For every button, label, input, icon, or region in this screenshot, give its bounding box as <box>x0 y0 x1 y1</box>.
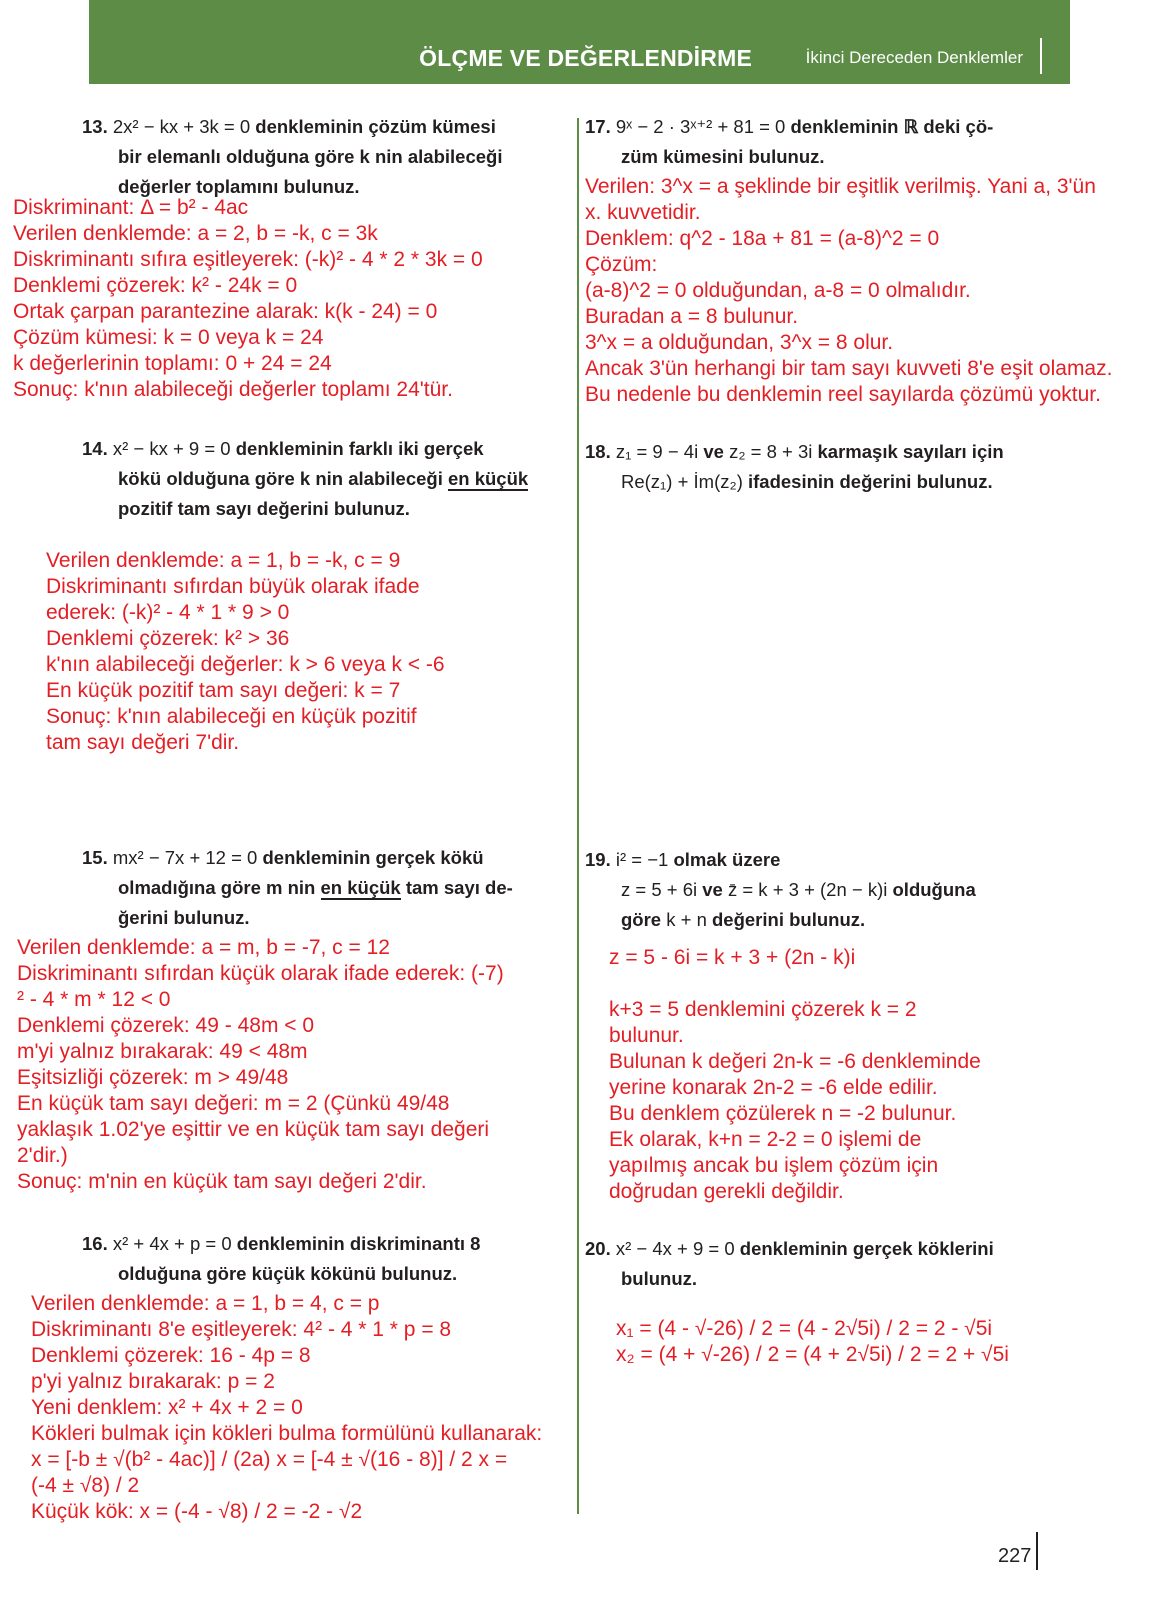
answer-line: k+3 = 5 denklemini çözerek k = 2 <box>609 998 917 1021</box>
question-number: 15. <box>82 847 108 868</box>
chapter-header <box>89 0 1070 84</box>
answer-line: Diskriminantı 8'e eşitleyerek: 4² - 4 * 1 * p = 8 <box>31 1318 452 1341</box>
answer-line: Verilen denklemde: a = 2, b = -k, c = 3k <box>13 222 378 245</box>
question-equation: z = 5 + 6i <box>621 879 698 900</box>
answer-line: Buradan a = 8 bulunur. <box>585 305 799 328</box>
answer-line: Çözüm: <box>585 253 658 276</box>
answer-line: En küçük tam sayı değeri: m = 2 (Çünkü 49/48 <box>17 1092 450 1115</box>
answer-line: Bulunan k değeri 2n-k = -6 denkleminde <box>609 1050 981 1073</box>
header-subtitle: İkinci Dereceden Denklemler <box>805 48 1023 67</box>
answer-line: ² - 4 * m * 12 < 0 <box>17 988 171 1011</box>
answer-line <box>609 971 981 997</box>
answer-line: yaklaşık 1.02'ye eşittir ve en küçük tam sayı değeri <box>17 1118 490 1141</box>
answer-line: tam sayı değeri 7'dir. <box>46 731 240 754</box>
question-text: pozitif tam sayı değerini bulunuz. <box>118 498 410 519</box>
question-text: denkleminin farklı iki gerçek <box>230 438 484 459</box>
question-text: denkleminin gerçek kökü <box>257 847 484 868</box>
question-text: olduğuna göre küçük kökünü bulunuz. <box>118 1263 458 1284</box>
answer-line: Ortak çarpan parantezine alarak: k(k - 24) = 0 <box>13 300 438 323</box>
question-number: 20. <box>585 1238 611 1259</box>
question-equation: 9ˣ − 2 · 3ˣ⁺² + 81 = 0 <box>615 116 786 137</box>
answer-line: x = [-b ± √(b² - 4ac)] / (2a) x = [-4 ± √(16 - 8)] / 2 x = <box>31 1448 508 1471</box>
answer-line: Kökleri bulmak için kökleri bulma formülünü kullanarak: <box>31 1422 543 1445</box>
answer-line: Verilen denklemde: a = 1, b = -k, c = 9 <box>46 549 401 572</box>
question-text: göre <box>621 909 667 930</box>
question-text: tam sayı de- <box>400 877 513 898</box>
answer-line: (a-8)^2 = 0 olduğundan, a-8 = 0 olmalıdır. <box>585 279 971 302</box>
answer-line: p'yi yalnız bırakarak: p = 2 <box>31 1370 275 1393</box>
answer-13 <box>13 195 483 403</box>
header-divider <box>1040 38 1042 74</box>
question-text: denkleminin çözüm kümesi <box>250 116 496 137</box>
answer-line: m'yi yalnız bırakarak: 49 < 48m <box>17 1040 308 1063</box>
answer-line: Sonuç: k'nın alabileceği değerler toplamı 24'tür. <box>13 378 453 401</box>
question-number: 13. <box>82 116 108 137</box>
question-16 <box>82 1229 480 1289</box>
answer-line: k'nın alabileceği değerler: k > 6 veya k < -6 <box>46 653 445 676</box>
answer-line: Denklemi çözerek: 49 - 48m < 0 <box>17 1014 315 1037</box>
answer-line: Çözüm kümesi: k = 0 veya k = 24 <box>13 326 324 349</box>
underlined-phrase: en küçük <box>320 877 401 898</box>
question-equation: z₁ = 9 − 4i <box>615 441 699 462</box>
question-20 <box>585 1234 994 1294</box>
question-text: olmadığına göre m nin <box>118 877 321 898</box>
answer-line: (-4 ± √8) / 2 <box>31 1474 140 1497</box>
answer-line: bulunur. <box>609 1024 684 1047</box>
answer-line: Ancak 3'ün herhangi bir tam sayı kuvveti 8'e eşit olamaz. <box>585 357 1113 380</box>
answer-line: Verilen: 3^x = a şeklinde bir eşitlik verilmiş. Yani a, 3'ün <box>585 175 1096 198</box>
question-number: 18. <box>585 441 611 462</box>
answer-line: k değerlerinin toplamı: 0 + 24 = 24 <box>13 352 332 375</box>
question-text: bir elemanlı olduğuna göre k nin alabileceği <box>118 146 503 167</box>
answer-17 <box>585 174 1112 408</box>
answer-line: x₁ = (4 - √-26) / 2 = (4 - 2√5i) / 2 = 2 - √5i <box>616 1317 993 1340</box>
answer-line: ederek: (-k)² - 4 * 1 * 9 > 0 <box>46 601 290 624</box>
question-equation: i² = −1 <box>615 849 669 870</box>
answer-line: Eşitsizliği çözerek: m > 49/48 <box>17 1066 289 1089</box>
answer-line: z = 5 - 6i = k + 3 + (2n - k)i <box>609 946 856 969</box>
question-text: olduğuna <box>887 879 976 900</box>
question-13 <box>82 112 502 202</box>
answer-line: En küçük pozitif tam sayı değeri: k = 7 <box>46 679 401 702</box>
question-text: değerler toplamını bulunuz. <box>118 176 360 197</box>
question-number: 14. <box>82 438 108 459</box>
question-text: denkleminin gerçek köklerini <box>734 1238 994 1259</box>
question-text: ifadesinin değerini bulunuz. <box>742 471 993 492</box>
question-number: 17. <box>585 116 611 137</box>
answer-14 <box>46 548 445 756</box>
answer-line: Sonuç: k'nın alabileceği en küçük pozitif <box>46 705 417 728</box>
question-equation: x² − 4x + 9 = 0 <box>615 1238 735 1259</box>
answer-20 <box>616 1316 1009 1368</box>
question-17 <box>585 112 993 172</box>
question-text: ğerini bulunuz. <box>118 907 250 928</box>
question-18 <box>585 437 1004 497</box>
answer-line: Diskriminantı sıfıra eşitleyerek: (-k)² - 4 * 2 * 3k = 0 <box>13 248 483 271</box>
header-title: ÖLÇME VE DEĞERLENDİRME <box>419 45 752 71</box>
question-equation: k + n <box>666 909 707 930</box>
answer-line: Verilen denklemde: a = 1, b = 4, c = p <box>31 1292 380 1315</box>
question-text: züm kümesini bulunuz. <box>621 146 825 167</box>
question-equation: z̄ = k + 3 + (2n − k)i <box>727 879 888 900</box>
answer-line: doğrudan gerekli değildir. <box>609 1180 844 1203</box>
question-text: bulunuz. <box>621 1268 698 1289</box>
answer-line: Küçük kök: x = (-4 - √8) / 2 = -2 - √2 <box>31 1500 363 1523</box>
answer-line: 3^x = a olduğundan, 3^x = 8 olur. <box>585 331 894 354</box>
question-equation: x² − kx + 9 = 0 <box>112 438 231 459</box>
answer-line: Diskriminantı sıfırdan küçük olarak ifade ederek: (-7) <box>17 962 504 985</box>
answer-line: 2'dir.) <box>17 1144 68 1167</box>
answer-line: Diskriminantı sıfırdan büyük olarak ifade <box>46 575 420 598</box>
answer-line: Ek olarak, k+n = 2-2 = 0 işlemi de <box>609 1128 922 1151</box>
question-text: olmak üzere <box>668 849 781 870</box>
question-text: denkleminin ℝ deki çö- <box>785 116 994 137</box>
answer-19 <box>609 945 981 1203</box>
answer-line: Bu denklem çözülerek n = -2 bulunur. <box>609 1102 957 1125</box>
answer-line: Diskriminant: Δ = b² - 4ac <box>13 196 249 219</box>
answer-line: yerine konarak 2n-2 = -6 elde edilir. <box>609 1076 938 1099</box>
column-divider <box>577 118 579 1514</box>
answer-line: Denklem: q^2 - 18a + 81 = (a-8)^2 = 0 <box>585 227 940 250</box>
answer-line: Yeni denklem: x² + 4x + 2 = 0 <box>31 1396 303 1419</box>
question-text: ve <box>697 879 728 900</box>
question-text: değerini bulunuz. <box>706 909 866 930</box>
question-15 <box>82 843 513 933</box>
question-19 <box>585 845 976 935</box>
answer-line: Denklemi çözerek: 16 - 4p = 8 <box>31 1344 311 1367</box>
answer-15 <box>17 935 504 1195</box>
answer-line: Bu nedenle bu denklemin reel sayılarda çözümü yoktur. <box>585 383 1101 406</box>
question-number: 16. <box>82 1233 108 1254</box>
question-text: denkleminin diskriminantı 8 <box>231 1233 481 1254</box>
question-text: ve <box>698 441 730 462</box>
answer-line: yapılmış ancak bu işlem çözüm için <box>609 1154 939 1177</box>
question-equation: z₂ = 8 + 3i <box>729 441 813 462</box>
answer-line: x₂ = (4 + √-26) / 2 = (4 + 2√5i) / 2 = 2 + √5i <box>616 1343 1009 1366</box>
question-equation: x² + 4x + p = 0 <box>112 1233 232 1254</box>
question-equation: 2x² − kx + 3k = 0 <box>112 116 251 137</box>
question-number: 19. <box>585 849 611 870</box>
question-equation: Re(z₁) + İm(z₂) <box>621 471 743 492</box>
question-text: karmaşık sayıları için <box>812 441 1004 462</box>
answer-line: Verilen denklemde: a = m, b = -7, c = 12 <box>17 936 390 959</box>
question-14 <box>82 434 528 524</box>
page-number: 227 <box>998 1545 1032 1567</box>
answer-line: Sonuç: m'nin en küçük tam sayı değeri 2'dir. <box>17 1170 427 1193</box>
answer-line: Denklemi çözerek: k² - 24k = 0 <box>13 274 298 297</box>
answer-16 <box>31 1291 542 1525</box>
page-number-bar <box>1036 1532 1038 1570</box>
question-text: kökü olduğuna göre k nin alabileceği <box>118 468 448 489</box>
answer-line: x. kuvvetidir. <box>585 201 701 224</box>
question-equation: mx² − 7x + 12 = 0 <box>112 847 258 868</box>
answer-line: Denklemi çözerek: k² > 36 <box>46 627 290 650</box>
underlined-phrase: en küçük <box>447 468 529 489</box>
